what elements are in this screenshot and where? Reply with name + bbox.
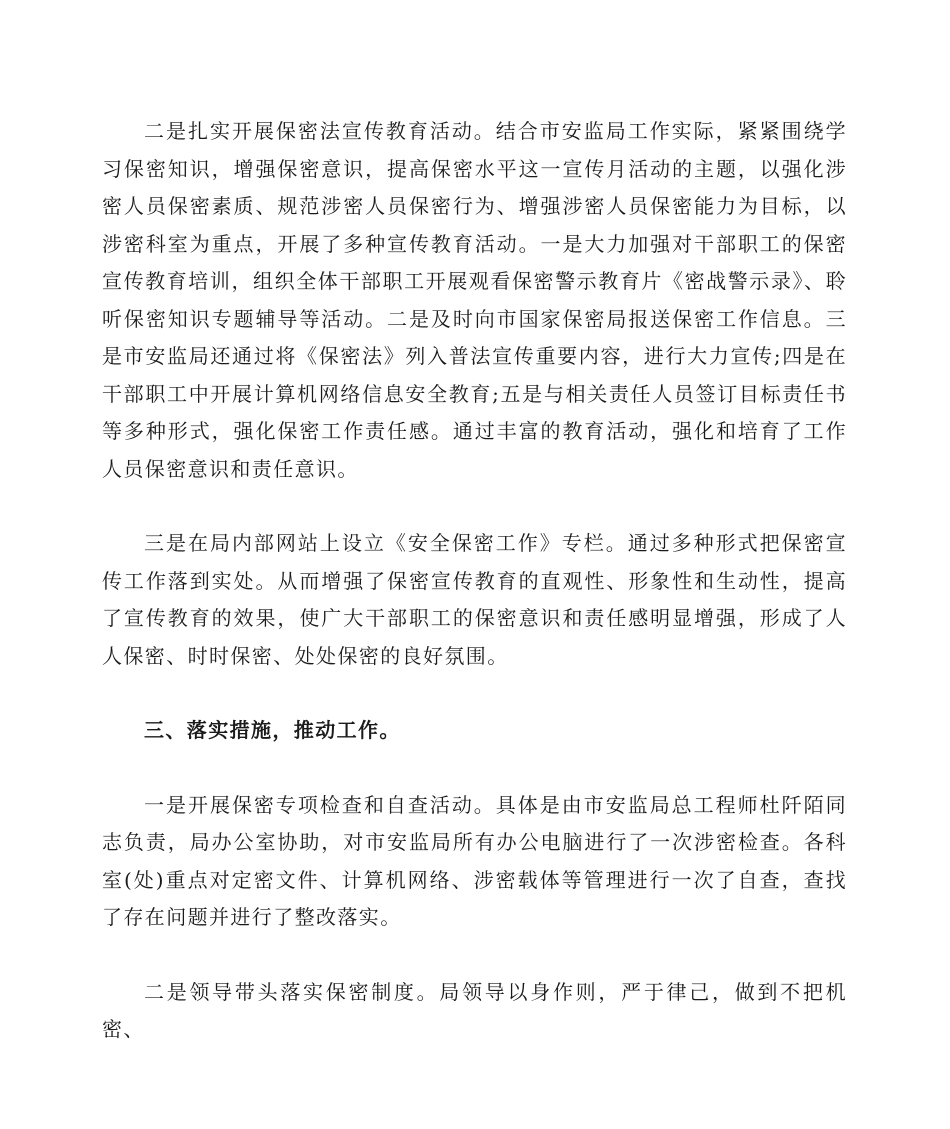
paragraph-gap <box>102 937 847 974</box>
paragraph-inspection: 一是开展保密专项检查和自查活动。具体是由市安监局总工程师杜阡陌同志负责，局办公室协助，对市安监局所有办公电脑进行了一次涉密检查。各科室(处)重点对定密文件、计算机网络、涉密载体等管理进行一次了自查，查找了存在问题并进行了整改落实。 <box>102 792 847 929</box>
paragraph-gap <box>102 750 847 787</box>
paragraph-gap <box>102 488 847 525</box>
paragraph-leadership: 二是领导带头落实保密制度。局领导以身作则，严于律己，做到不把机密、 <box>102 979 847 1041</box>
paragraph-gap <box>102 675 847 712</box>
section-heading: 三、落实措施，推动工作。 <box>144 718 401 742</box>
paragraph-website-column: 三是在局内部网站上设立《安全保密工作》专栏。通过多种形式把保密宣传工作落到实处。从而增强了保密宣传教育的直观性、形象性和生动性，提高了宣传教育的效果，使广大干部职工的保密意识和责任感明显增强，形成了人人保密、时时保密、处处保密的良好氛围。 <box>102 531 847 668</box>
document-page <box>102 113 847 1049</box>
paragraph-publicity-education: 二是扎实开展保密法宣传教育活动。结合市安监局工作实际，紧紧围绕学习保密知识，增强保密意识，提高保密水平这一宣传月活动的主题，以强化涉密人员保密素质、规范涉密人员保密行为、增强涉密人员保密能力为目标，以涉密科室为重点，开展了多种宣传教育活动。一是大力加强对干部职工的保密宣传教育培训，组织全体干部职工开展观看保密警示教育片《密战警示录》、聆听保密知识专题辅导等活动。二是及时向市国家保密局报送保密工作信息。三是市安监局还通过将《保密法》列入普法宣传重要内容，进行大力宣传;四是在干部职工中开展计算机网络信息安全教育;五是与相关责任人员签订目标责任书等多种形式，强化保密工作责任感。通过丰富的教育活动，强化和培育了工作人员保密意识和责任意识。 <box>102 119 847 481</box>
